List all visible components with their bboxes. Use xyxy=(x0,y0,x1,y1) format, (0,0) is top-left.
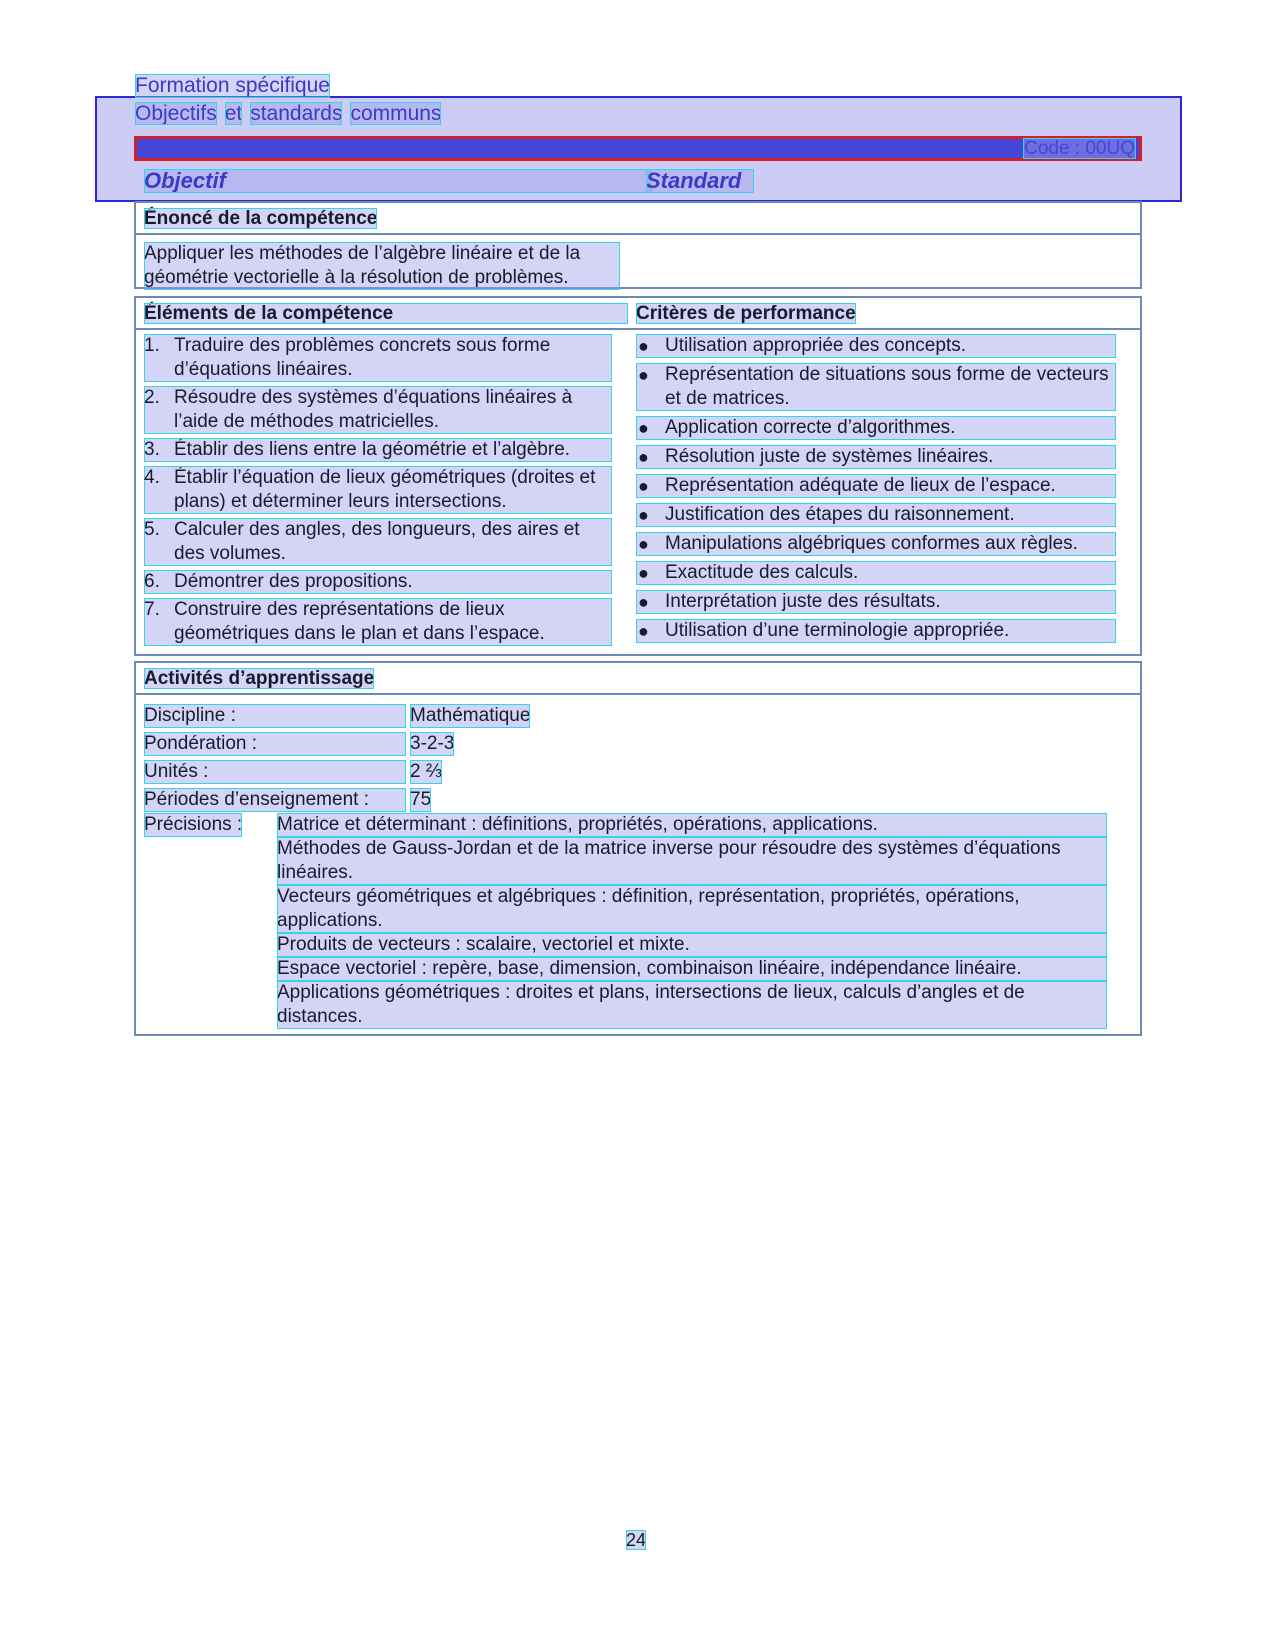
item-number: 3. xyxy=(144,439,160,460)
list-item xyxy=(144,570,612,594)
item-text: Utilisation appropriée des concepts. xyxy=(665,335,967,356)
standard-column-title: Standard xyxy=(646,169,754,193)
precisions-label: Précisions : xyxy=(144,814,243,835)
page-number: 24 xyxy=(626,1530,647,1550)
list-item xyxy=(636,619,1116,643)
item-text: Construire des représentations de lieux géométriques dans le plan et dans l’espace. xyxy=(174,599,545,644)
elements-section xyxy=(134,296,1142,656)
subtitle xyxy=(135,102,449,126)
ponderation-label: Pondération : xyxy=(144,732,406,756)
discipline-value: Mathématique xyxy=(410,705,531,726)
list-item: Matrice et déterminant : définitions, propriétés, opérations, applications. xyxy=(277,813,1107,837)
bullet-icon: ● xyxy=(638,621,649,641)
bullet-icon: ● xyxy=(638,476,649,496)
criteres-list xyxy=(636,334,1116,648)
subtitle-word: communs xyxy=(350,102,442,125)
item-number: 1. xyxy=(144,335,160,356)
list-item xyxy=(636,334,1116,358)
precisions-list xyxy=(277,813,1107,1029)
list-item: Espace vectoriel : repère, base, dimension, combinaison linéaire, indépendance linéaire. xyxy=(277,957,1107,981)
item-text: Interprétation juste des résultats. xyxy=(665,591,941,612)
list-item xyxy=(636,532,1116,556)
bullet-icon: ● xyxy=(638,447,649,467)
subtitle-word: Objectifs xyxy=(135,102,217,125)
course-code: Code : 00UQ xyxy=(1024,138,1135,159)
bullet-icon: ● xyxy=(638,336,649,356)
subtitle-word: standards xyxy=(250,102,343,125)
item-text: Utilisation d’une terminologie appropriée. xyxy=(665,620,1010,641)
item-text: Résoudre des systèmes d’équations linéaires à l’aide de méthodes matricielles. xyxy=(174,387,573,432)
item-text: Représentation de situations sous forme de vecteurs et de matrices. xyxy=(665,364,1109,409)
activites-section xyxy=(134,661,1142,1036)
activites-heading: Activités d’apprentissage xyxy=(144,668,375,689)
list-item xyxy=(636,561,1116,585)
item-number: 5. xyxy=(144,519,160,540)
objectif-column-title: Objectif xyxy=(144,169,652,193)
activites-header xyxy=(136,663,1140,695)
bullet-icon: ● xyxy=(638,418,649,438)
item-text: Exactitude des calculs. xyxy=(665,562,859,583)
periodes-label: Périodes d’enseignement : xyxy=(144,788,406,812)
enonce-text: Appliquer les méthodes de l’algèbre linéaire et de la géométrie vectorielle à la résolution de problèmes. xyxy=(144,242,620,290)
item-text: Justification des étapes du raisonnement. xyxy=(665,504,1015,525)
periodes-value: 75 xyxy=(410,789,432,810)
bullet-icon: ● xyxy=(638,505,649,525)
list-item xyxy=(144,518,612,566)
list-item xyxy=(636,474,1116,498)
list-item: Vecteurs géométriques et algébriques : définition, représentation, propriétés, opérations, applications. xyxy=(277,885,1107,933)
item-text: Démontrer des propositions. xyxy=(174,571,413,592)
ponderation-value: 3-2-3 xyxy=(410,733,455,754)
list-item xyxy=(636,416,1116,440)
list-item: Applications géométriques : droites et plans, intersections de lieux, calculs d’angles et de distances. xyxy=(277,981,1107,1029)
enonce-header xyxy=(136,203,1140,235)
criteres-heading: Critères de performance xyxy=(636,303,856,324)
item-text: Établir l’équation de lieux géométriques (droites et plans) et déterminer leurs intersections. xyxy=(174,467,596,512)
item-text: Application correcte d’algorithmes. xyxy=(665,417,956,438)
list-item xyxy=(144,466,612,514)
unites-value: 2 ⅔ xyxy=(410,761,442,782)
bullet-icon: ● xyxy=(638,592,649,612)
list-item xyxy=(636,445,1116,469)
elements-header xyxy=(136,298,1140,330)
item-number: 6. xyxy=(144,571,160,592)
list-item xyxy=(144,334,612,382)
elements-list xyxy=(144,334,612,650)
item-number: 7. xyxy=(144,599,160,620)
list-item xyxy=(636,590,1116,614)
list-item xyxy=(144,386,612,434)
code-bar xyxy=(134,136,1142,161)
unites-label: Unités : xyxy=(144,760,406,784)
item-number: 4. xyxy=(144,467,160,488)
bullet-icon: ● xyxy=(638,365,649,385)
list-item xyxy=(636,363,1116,411)
item-text: Traduire des problèmes concrets sous forme d’équations linéaires. xyxy=(174,335,551,380)
enonce-section xyxy=(134,201,1142,289)
discipline-label: Discipline : xyxy=(144,704,406,728)
subtitle-word: et xyxy=(224,102,243,125)
item-text: Manipulations algébriques conformes aux règles. xyxy=(665,533,1078,554)
list-item xyxy=(144,598,612,646)
item-text: Représentation adéquate de lieux de l’espace. xyxy=(665,475,1056,496)
item-text: Résolution juste de systèmes linéaires. xyxy=(665,446,994,467)
item-number: 2. xyxy=(144,387,160,408)
item-text: Calculer des angles, des longueurs, des aires et des volumes. xyxy=(174,519,580,564)
list-item: Produits de vecteurs : scalaire, vectoriel et mixte. xyxy=(277,933,1107,957)
elements-heading: Éléments de la compétence xyxy=(144,303,628,324)
list-item: Méthodes de Gauss-Jordan et de la matrice inverse pour résoudre des systèmes d’équations linéaires. xyxy=(277,837,1107,885)
list-item xyxy=(636,503,1116,527)
section-title: Formation spécifique xyxy=(135,74,330,97)
bullet-icon: ● xyxy=(638,563,649,583)
item-text: Établir des liens entre la géométrie et l’algèbre. xyxy=(174,439,571,460)
bullet-icon: ● xyxy=(638,534,649,554)
enonce-heading: Énoncé de la compétence xyxy=(144,208,378,229)
list-item xyxy=(144,438,612,462)
